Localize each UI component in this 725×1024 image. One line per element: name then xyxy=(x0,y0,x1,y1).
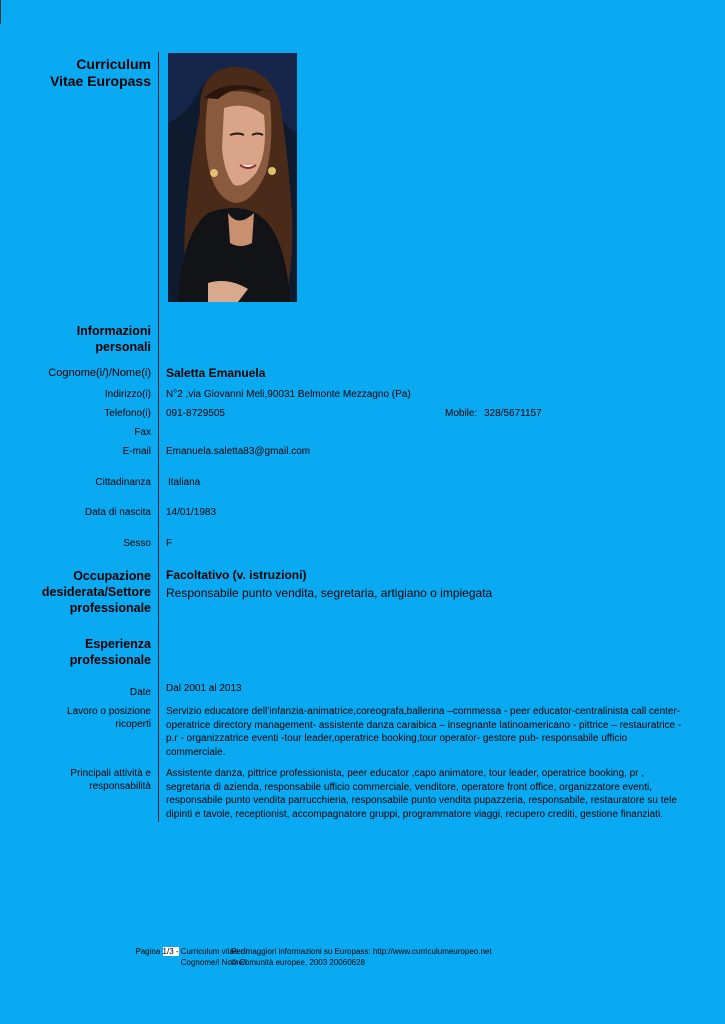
fax-label: Fax xyxy=(134,427,151,438)
footer-europass-info: Per maggiori informazioni su Europass: http://www.curriculumeuropeo.net © Comunità europee, 2003 20060628 xyxy=(231,947,492,967)
date-value: Dal 2001 al 2013 xyxy=(166,683,242,694)
address-label: Indirizzo(i) xyxy=(104,389,151,400)
occupation-note: Facoltativo (v. istruzioni) xyxy=(166,568,307,582)
page-title: Curriculum Vitae Europass xyxy=(50,56,151,89)
citizenship-value: Italiana xyxy=(168,477,201,488)
role-value: Servizio educatore dell’infanzia-animatrice,coreografa,ballerina –commessa - peer educator-centralinista call center-operatrice directory management- assistente danza caraibica – insegnante latinoamericano - pittrice – restauratrice - p.r - organizzatrice eventi -tour leader,operatrice booking,tour operator- gestore pub- responsabile ufficio commerciale. xyxy=(166,706,682,758)
date-label: Date xyxy=(129,687,151,698)
mobile-label: Mobile: xyxy=(445,408,478,419)
birth-date-value: 14/01/1983 xyxy=(166,507,217,518)
sex-value: F xyxy=(166,538,173,549)
section-occupation: Occupazione desiderata/Settore professionale xyxy=(41,569,151,615)
mobile-value: 328/5671157 xyxy=(484,408,542,419)
sex-label: Sesso xyxy=(123,538,151,549)
role-label: Lavoro o posizione ricoperti xyxy=(67,706,151,730)
email-label: E-mail xyxy=(122,446,151,457)
name-value: Saletta Emanuela xyxy=(166,366,266,380)
footer-link[interactable]: Per maggiori informazioni su Europass: http://www.curriculumeuropeo.net xyxy=(231,947,492,956)
footer-divider xyxy=(0,0,1,24)
profile-photo xyxy=(168,53,297,302)
vertical-divider xyxy=(158,52,159,822)
birth-date-label: Data di nascita xyxy=(84,507,151,518)
section-personal-info: Informazioni personali xyxy=(76,324,151,354)
citizenship-label: Cittadinanza xyxy=(95,477,151,488)
section-experience: Esperienza professionale xyxy=(69,637,151,667)
address-value: N°2 ,via Giovanni Meli,90031 Belmonte Mezzagno (Pa) xyxy=(166,389,411,400)
name-label: Cognome(i/)/Nome(i) xyxy=(48,367,151,379)
page-number: 1/3 - xyxy=(162,947,179,956)
activities-label: Principali attività e responsabilità xyxy=(70,768,151,792)
phone-value: 091-8729505 xyxy=(166,408,225,419)
footer-page-info: Pagina 1/3 - Curriculum vitae di Cognome/i Nome/i xyxy=(135,947,247,967)
email-value[interactable]: Emanuela.saletta83@gmail.com xyxy=(166,446,311,457)
activities-value: Assistente danza, pittrice professionista, peer educator ,capo animatore, tour leader, operatrice booking, pr , segretaria di azienda, responsabile ufficio commerciale, venditore, operatore front office, organizzatore eventi, responsabile punto vendita parrucchieria, responsabile punto vendita pupazzeria, responsabile, restauratore su tele dipinti e tavole, receptionist, accompagnatore gruppi, programmatore viaggi, recupero crediti, gestione finanziati. xyxy=(166,768,677,820)
occupation-value: Responsabile punto vendita, segretaria, artigiano o impiegata xyxy=(166,586,493,600)
phone-label: Telefono(i) xyxy=(104,408,151,419)
